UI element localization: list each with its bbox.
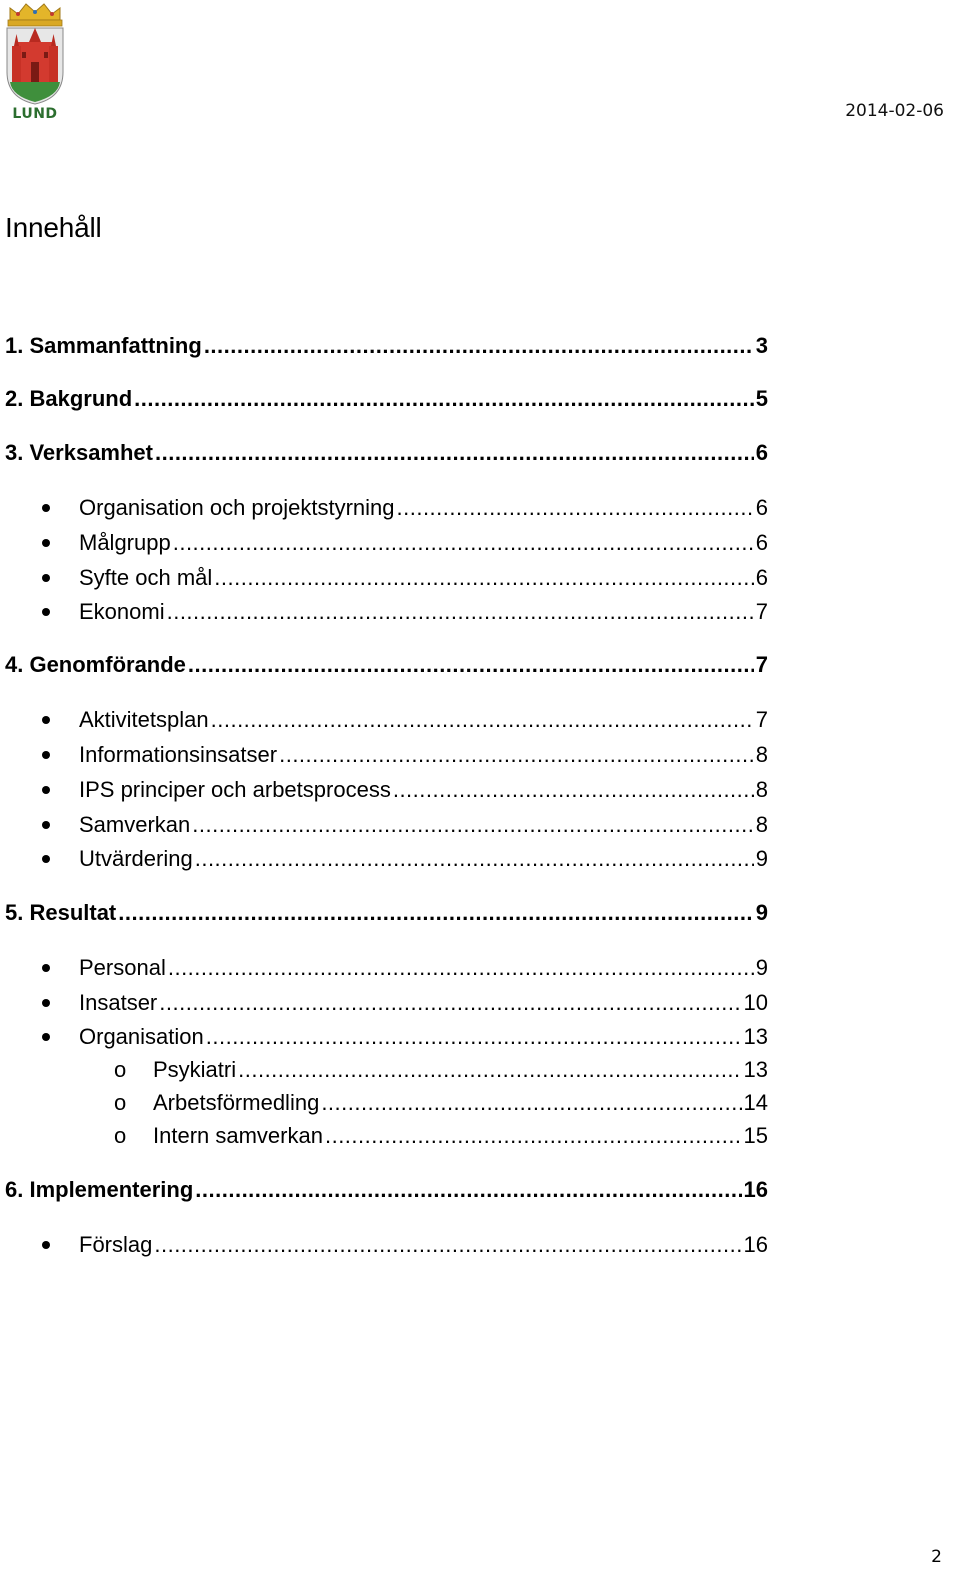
toc-entry-label: 5. Resultat (5, 900, 117, 925)
toc-leader (155, 439, 754, 467)
toc-entry-label: Organisation och projektstyrning (79, 495, 395, 520)
toc-entry-label: 4. Genomförande (5, 652, 186, 677)
bullet-icon (40, 564, 79, 592)
toc-entry-page: 8 (755, 742, 768, 767)
toc-entry-label: Syfte och mål (79, 565, 213, 590)
toc-entry-label: Psykiatri (153, 1057, 237, 1082)
bullet-icon (40, 811, 79, 839)
toc-entry[interactable] (40, 706, 768, 734)
circle-bullet-icon: o (114, 1090, 127, 1115)
toc-leader (154, 1231, 741, 1259)
toc-entry-page: 10 (743, 990, 768, 1015)
toc-entry-label: Personal (79, 955, 166, 980)
toc-entry-label: Informationsinsatser (79, 742, 278, 767)
bullet-icon (40, 741, 79, 769)
circle-bullet-icon: o (114, 1123, 127, 1148)
toc-entry-label: Arbetsförmedling (153, 1090, 320, 1115)
toc-leader (168, 954, 754, 982)
bullet-icon (40, 845, 79, 873)
logo-text: LUND (12, 106, 58, 122)
toc-entry[interactable] (114, 1089, 768, 1117)
toc-entry-page: 5 (755, 386, 768, 411)
toc-entry-page: 9 (755, 846, 768, 871)
toc-entry-label: Utvärdering (79, 846, 193, 871)
toc-entry-page: 6 (755, 565, 768, 590)
toc-entry[interactable] (40, 954, 768, 982)
toc-entry-page: 7 (755, 599, 768, 624)
toc-entry[interactable] (40, 989, 768, 1017)
toc-entry[interactable] (40, 494, 768, 522)
toc-entry-label: Insatser (79, 990, 158, 1015)
toc-entry-page: 7 (755, 652, 768, 677)
toc-entry-page: 15 (743, 1123, 768, 1148)
lund-coat-of-arms-icon (2, 2, 68, 106)
toc-entry[interactable] (40, 529, 768, 557)
toc-leader (204, 332, 754, 360)
circle-bullet-icon: o (114, 1057, 127, 1082)
toc-entry-page: 7 (755, 707, 768, 732)
bullet-icon (40, 989, 79, 1017)
toc-entry[interactable] (114, 1122, 768, 1150)
toc-entry-label: Målgrupp (79, 530, 171, 555)
bullet-icon (40, 1023, 79, 1051)
toc-entry[interactable] (40, 845, 768, 873)
toc-leader (397, 494, 754, 522)
page-number: 2 (931, 1547, 942, 1567)
toc-leader (321, 1089, 741, 1117)
toc-entry-label: Ekonomi (79, 599, 165, 624)
toc-entry-label: Samverkan (79, 812, 191, 837)
toc-leader (206, 1023, 742, 1051)
toc-leader (393, 776, 754, 804)
toc-entry-page: 14 (743, 1090, 768, 1115)
toc-entry-label: IPS principer och arbetsprocess (79, 777, 391, 802)
toc-entry[interactable] (5, 899, 768, 927)
toc-entry-page: 3 (755, 333, 768, 358)
toc-leader (195, 1176, 741, 1204)
toc-entry[interactable] (40, 1023, 768, 1051)
toc-entry-page: 13 (743, 1024, 768, 1049)
toc-leader (214, 564, 753, 592)
toc-entry[interactable] (40, 811, 768, 839)
toc-leader (211, 706, 754, 734)
bullet-icon (40, 954, 79, 982)
toc-leader (188, 651, 754, 679)
toc-entry[interactable] (5, 651, 768, 679)
page-title: Innehåll (5, 212, 102, 243)
toc-leader (325, 1122, 742, 1150)
toc-entry-label: Förslag (79, 1232, 153, 1257)
toc-entry-page: 16 (743, 1232, 768, 1257)
toc-leader (118, 899, 753, 927)
toc-entry-label: 6. Implementering (5, 1177, 194, 1202)
toc-entry-page: 9 (755, 900, 768, 925)
toc-leader (173, 529, 754, 557)
bullet-icon (40, 776, 79, 804)
toc-entry-label: 2. Bakgrund (5, 386, 133, 411)
toc-entry-label: Intern samverkan (153, 1123, 323, 1148)
toc-entry[interactable] (40, 741, 768, 769)
toc-entry[interactable] (40, 564, 768, 592)
toc-entry-label: 1. Sammanfattning (5, 333, 202, 358)
toc-leader (192, 811, 753, 839)
toc-leader (159, 989, 741, 1017)
toc-entry-page: 8 (755, 812, 768, 837)
bullet-icon (40, 494, 79, 522)
toc-entry[interactable] (5, 332, 768, 360)
toc-leader (134, 385, 754, 413)
toc-entry[interactable] (114, 1056, 768, 1084)
toc-entry-label: 3. Verksamhet (5, 440, 153, 465)
toc-entry-page: 13 (743, 1057, 768, 1082)
toc-entry[interactable] (40, 776, 768, 804)
toc-entry-page: 6 (755, 530, 768, 555)
document-date: 2014-02-06 (845, 101, 944, 121)
toc-leader (238, 1056, 741, 1084)
toc-entry-label: Organisation (79, 1024, 204, 1049)
toc-entry[interactable] (40, 598, 768, 626)
bullet-icon (40, 529, 79, 557)
toc-leader (279, 741, 754, 769)
toc-entry[interactable] (5, 1176, 768, 1204)
bullet-icon (40, 598, 79, 626)
bullet-icon (40, 1231, 79, 1259)
toc-entry-page: 6 (755, 440, 768, 465)
toc-entry-page: 6 (755, 495, 768, 520)
toc-entry[interactable] (40, 1231, 768, 1259)
toc-leader (167, 598, 754, 626)
toc-entry[interactable] (5, 439, 768, 467)
lund-logo (2, 2, 68, 124)
toc-entry-label: Aktivitetsplan (79, 707, 209, 732)
toc-leader (195, 845, 754, 873)
toc-entry-page: 9 (755, 955, 768, 980)
bullet-icon (40, 706, 79, 734)
toc-entry-page: 8 (755, 777, 768, 802)
toc-entry-page: 16 (743, 1177, 768, 1202)
toc-entry[interactable] (5, 385, 768, 413)
